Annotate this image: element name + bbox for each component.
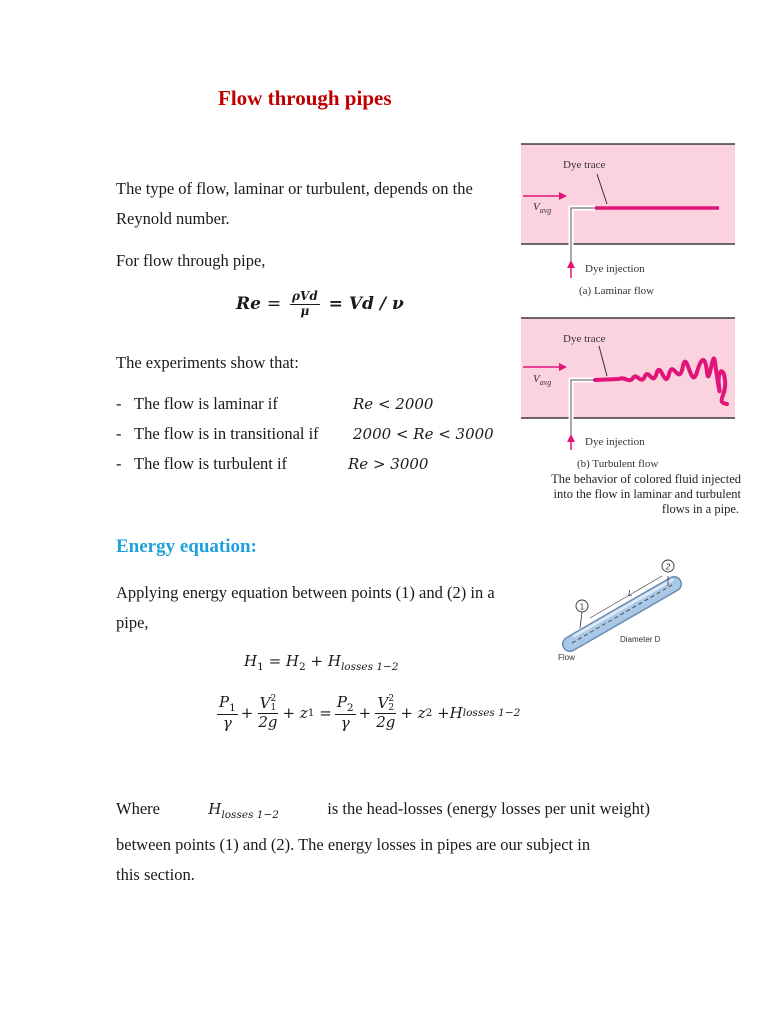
re-fraction — [290, 290, 320, 319]
h-losses-sub: losses 1−2 — [340, 661, 399, 673]
intro-paragraph — [116, 174, 516, 234]
turbulent-dye-trace-label: Dye trace — [563, 333, 606, 345]
turbulent-caption: (b) Turbulent flow — [577, 458, 659, 470]
reynolds-equation — [236, 290, 404, 319]
condition-text: The flow is in transitional if — [134, 424, 319, 443]
list-item — [116, 390, 516, 420]
intro-line-2: Reynold number. — [116, 209, 230, 228]
p1-over-gamma — [217, 694, 238, 732]
turbulent-injection-arrowhead — [567, 434, 575, 442]
laminar-fluid — [521, 144, 735, 244]
length-label: L — [628, 589, 633, 598]
point2-label: 2 — [665, 562, 671, 572]
figure-caption-line-3: flows in a pipe. — [661, 502, 739, 516]
p2-over-gamma — [335, 694, 356, 732]
gamma-2: γ — [340, 714, 350, 733]
condition-math: Re > 3000 — [348, 455, 429, 473]
re-denominator: μ — [300, 303, 310, 318]
dash: - — [116, 454, 122, 473]
flow-label: Flow — [558, 653, 575, 662]
plus-1: + — [240, 704, 254, 723]
turbulent-dye-injection-label: Dye injection — [585, 436, 645, 448]
energy-equation — [244, 652, 399, 673]
where-h-sub: losses 1−2 — [221, 809, 279, 821]
list-item — [116, 450, 516, 480]
v2: V — [377, 694, 389, 713]
where-h-losses — [208, 794, 279, 830]
v2-squared-over-2g — [374, 695, 397, 731]
page-title: Flow through pipes — [218, 86, 392, 110]
where-line-3: this section. — [116, 865, 195, 884]
laminar-vavg: $V_{avg}$ — [533, 201, 552, 215]
point1-leader — [580, 612, 582, 628]
plus-3: + — [358, 704, 372, 723]
eq-sign: = — [268, 652, 282, 670]
experiments-text: The experiments show that: — [116, 353, 299, 372]
energy-intro — [116, 578, 536, 638]
gamma-1: γ — [222, 714, 232, 733]
two-g-2: 2g — [376, 713, 396, 732]
where-line-1 — [116, 794, 650, 830]
h-losses-bern: H — [449, 704, 463, 723]
where-rest: is the head-losses (energy losses per unit weight) — [327, 799, 650, 818]
point1-label: 1 — [579, 602, 585, 612]
v1-sub: 1 — [270, 703, 277, 714]
condition-math: Re < 2000 — [353, 395, 434, 413]
equals: = — [319, 704, 332, 723]
laminar-dye-trace-label: Dye trace — [563, 159, 606, 171]
v1: V — [259, 694, 271, 713]
condition-math: 2000 < Re < 3000 — [353, 425, 494, 443]
figure-caption-line-2: into the flow in laminar and turbulent — [553, 487, 741, 501]
two-g-1: 2g — [258, 713, 278, 732]
h-losses: H — [327, 652, 341, 670]
list-item — [116, 420, 516, 450]
plus-4: + — [400, 704, 413, 723]
energy-line-2: pipe, — [116, 613, 149, 632]
re-equals: = — [266, 293, 282, 314]
z1-sub: 1 — [307, 707, 315, 720]
dash: - — [116, 394, 122, 413]
bernoulli-equation — [214, 694, 520, 732]
turbulent-vavg: $V_{avg}$ — [533, 373, 552, 387]
condition-text: The flow is turbulent if — [134, 454, 288, 473]
h2-sub: 2 — [299, 661, 306, 673]
p2-sub: 2 — [346, 702, 354, 714]
v1-sq: 2 — [270, 694, 277, 705]
h2: H — [285, 652, 300, 670]
where-word: Where — [116, 799, 160, 818]
v2-sq: 2 — [388, 694, 395, 705]
re-rhs: = Vd / ν — [328, 293, 404, 314]
laminar-injection-arrowhead — [567, 260, 575, 268]
h1-sub: 1 — [257, 661, 264, 673]
re-numerator: ρVd — [292, 289, 318, 303]
turbulent-fluid — [521, 318, 735, 418]
pipe-highlight — [574, 580, 672, 636]
plus-5: + — [437, 704, 450, 723]
z2: z — [417, 704, 426, 723]
p1-sub: 1 — [229, 702, 236, 714]
re-lhs: Re — [236, 293, 261, 314]
figure-caption-line-1: The behavior of colored fluid injected — [551, 472, 741, 486]
z2-sub: 2 — [425, 707, 433, 720]
plus-2: + — [282, 704, 296, 723]
p2: P — [336, 693, 347, 711]
conditions-list — [116, 390, 516, 480]
h-losses-bern-sub: losses 1−2 — [462, 707, 521, 720]
where-line-2: between points (1) and (2). The energy losses in pipes are our subject in — [116, 835, 591, 854]
for-flow-text: For flow through pipe, — [116, 251, 266, 270]
dash: - — [116, 424, 122, 443]
condition-text: The flow is laminar if — [134, 394, 278, 413]
z1: z — [299, 704, 308, 723]
h1: H — [244, 652, 258, 670]
v1-squared-over-2g — [256, 695, 279, 731]
section-heading: Energy equation: — [116, 536, 257, 557]
intro-line-1: The type of flow, laminar or turbulent, depends on the — [116, 179, 473, 198]
p1: P — [219, 693, 230, 711]
plus-sign: + — [310, 652, 324, 670]
laminar-dye-injection-label: Dye injection — [585, 263, 645, 275]
energy-line-1: Applying energy equation between points (1) and (2) in a — [116, 583, 495, 602]
diameter-label: Diameter D — [620, 635, 661, 644]
where-paragraph — [116, 794, 650, 890]
flow-figure — [515, 140, 755, 520]
where-h: H — [208, 800, 222, 818]
v2-sub: 2 — [388, 703, 395, 714]
pipe-figure — [550, 556, 700, 668]
laminar-caption: (a) Laminar flow — [579, 285, 655, 297]
